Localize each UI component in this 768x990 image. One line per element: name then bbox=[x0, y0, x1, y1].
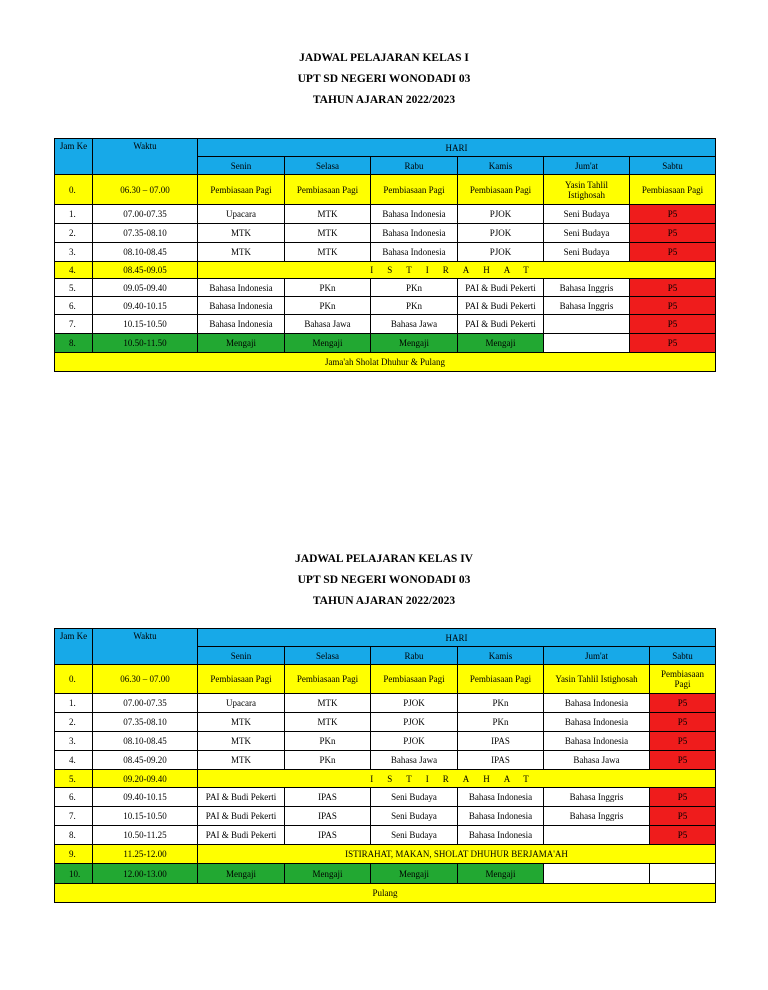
table-row bbox=[55, 243, 716, 262]
cell: Pembiasaan Pagi bbox=[650, 665, 716, 694]
row-number: 2. bbox=[55, 224, 93, 243]
cell-p5: P5 bbox=[650, 807, 716, 826]
cell: MTK bbox=[285, 243, 371, 262]
break-cell: ISTIRAHAT bbox=[198, 262, 716, 279]
header-day: Selasa bbox=[285, 157, 371, 175]
cell: Mengaji bbox=[285, 864, 371, 884]
cell: PAI & Budi Pekerti bbox=[458, 279, 544, 297]
cell: IPAS bbox=[285, 788, 371, 807]
header-day: Kamis bbox=[458, 157, 544, 175]
row-time: 06.30 – 07.00 bbox=[93, 175, 198, 205]
row-number: 0. bbox=[55, 175, 93, 205]
cell: Bahasa Inggris bbox=[544, 297, 630, 315]
table-row bbox=[55, 807, 716, 826]
cell-p5: P5 bbox=[630, 224, 716, 243]
table-row-break bbox=[55, 845, 716, 864]
cell: Yasin Tahlil Istighosah bbox=[544, 665, 650, 694]
header-jam-ke: Jam Ke bbox=[55, 629, 93, 665]
row-number: 1. bbox=[55, 205, 93, 224]
cell: MTK bbox=[285, 224, 371, 243]
cell: PAI & Budi Pekerti bbox=[458, 315, 544, 334]
cell-p5: P5 bbox=[650, 694, 716, 713]
cell: Bahasa Indonesia bbox=[458, 826, 544, 845]
row-time: 06.30 – 07.00 bbox=[93, 665, 198, 694]
row-number: 6. bbox=[55, 297, 93, 315]
cell: Yasin Tahlil Istighosah bbox=[544, 175, 630, 205]
cell: IPAS bbox=[285, 826, 371, 845]
row-number: 3. bbox=[55, 243, 93, 262]
cell-p5: P5 bbox=[650, 751, 716, 770]
cell: MTK bbox=[285, 713, 371, 732]
cell: Mengaji bbox=[198, 864, 285, 884]
cell: Bahasa Indonesia bbox=[544, 713, 650, 732]
cell: PJOK bbox=[371, 713, 458, 732]
row-number: 4. bbox=[55, 751, 93, 770]
table-row bbox=[55, 751, 716, 770]
header-day: Sabtu bbox=[650, 647, 716, 665]
row-time: 08.45-09.20 bbox=[93, 751, 198, 770]
cell-p5: P5 bbox=[650, 713, 716, 732]
cell: Bahasa Inggris bbox=[544, 807, 650, 826]
row-number: 10. bbox=[55, 864, 93, 884]
cell-p5: P5 bbox=[650, 732, 716, 751]
cell: MTK bbox=[198, 713, 285, 732]
row-time: 09.20-09.40 bbox=[93, 770, 198, 788]
cell: Mengaji bbox=[371, 864, 458, 884]
cell: Pembiasaan Pagi bbox=[371, 175, 458, 205]
cell-p5: P5 bbox=[630, 334, 716, 353]
cell: Bahasa Jawa bbox=[285, 315, 371, 334]
cell: Pembiasaan Pagi bbox=[458, 175, 544, 205]
cell bbox=[544, 826, 650, 845]
row-number: 5. bbox=[55, 770, 93, 788]
table-row bbox=[55, 175, 716, 205]
cell: Pembiasaan Pagi bbox=[630, 175, 716, 205]
table-row bbox=[55, 279, 716, 297]
cell: Bahasa Indonesia bbox=[371, 224, 458, 243]
cell: Bahasa Indonesia bbox=[198, 297, 285, 315]
header-day: Kamis bbox=[458, 647, 544, 665]
table2-year: TAHUN AJARAN 2022/2023 bbox=[312, 595, 456, 607]
cell: PKn bbox=[285, 732, 371, 751]
footer-cell: Pulang bbox=[55, 884, 716, 903]
cell: Bahasa Indonesia bbox=[371, 205, 458, 224]
header-hari: HARI bbox=[198, 139, 716, 157]
cell: IPAS bbox=[285, 807, 371, 826]
row-time: 10.50-11.25 bbox=[93, 826, 198, 845]
row-time: 10.50-11.50 bbox=[93, 334, 198, 353]
cell: Pembiasaan Pagi bbox=[198, 175, 285, 205]
cell-p5: P5 bbox=[650, 788, 716, 807]
row-time: 10.15-10.50 bbox=[93, 315, 198, 334]
table-footer-row bbox=[55, 353, 716, 372]
cell: PKn bbox=[285, 279, 371, 297]
cell: Bahasa Inggris bbox=[544, 788, 650, 807]
header-day: Rabu bbox=[371, 647, 458, 665]
cell: Seni Budaya bbox=[544, 243, 630, 262]
cell: Mengaji bbox=[285, 334, 371, 353]
schedule-table-kelas-4 bbox=[54, 628, 716, 903]
cell-p5: P5 bbox=[650, 826, 716, 845]
header-day: Selasa bbox=[285, 647, 371, 665]
cell: PJOK bbox=[371, 732, 458, 751]
cell: Bahasa Indonesia bbox=[198, 279, 285, 297]
cell: Seni Budaya bbox=[371, 826, 458, 845]
cell: PKn bbox=[371, 297, 458, 315]
row-time: 11.25-12.00 bbox=[93, 845, 198, 864]
table1-school: UPT SD NEGERI WONODADI 03 bbox=[297, 73, 471, 85]
cell: PAI & Budi Pekerti bbox=[198, 807, 285, 826]
table-row bbox=[55, 788, 716, 807]
cell: PKn bbox=[458, 694, 544, 713]
cell: Bahasa Jawa bbox=[371, 315, 458, 334]
cell: Bahasa Indonesia bbox=[198, 315, 285, 334]
table-row-break bbox=[55, 262, 716, 279]
cell: Seni Budaya bbox=[371, 788, 458, 807]
row-number: 2. bbox=[55, 713, 93, 732]
cell: Bahasa Jawa bbox=[544, 751, 650, 770]
row-time: 08.10-08.45 bbox=[93, 243, 198, 262]
cell: IPAS bbox=[458, 732, 544, 751]
table-row bbox=[55, 315, 716, 334]
cell: PJOK bbox=[458, 243, 544, 262]
cell: MTK bbox=[198, 751, 285, 770]
header-day: Jum'at bbox=[544, 157, 630, 175]
row-number: 9. bbox=[55, 845, 93, 864]
table2-title: JADWAL PELAJARAN KELAS IV bbox=[295, 553, 473, 565]
table1-title: JADWAL PELAJARAN KELAS I bbox=[299, 52, 469, 64]
header-jam-ke: Jam Ke bbox=[55, 139, 93, 175]
table-row bbox=[55, 205, 716, 224]
row-time: 08.10-08.45 bbox=[93, 732, 198, 751]
row-number: 8. bbox=[55, 334, 93, 353]
cell: MTK bbox=[198, 243, 285, 262]
header-waktu: Waktu bbox=[93, 139, 198, 175]
cell: MTK bbox=[285, 694, 371, 713]
table-footer-row bbox=[55, 884, 716, 903]
header-day: Jum'at bbox=[544, 647, 650, 665]
cell-p5: P5 bbox=[630, 315, 716, 334]
row-time: 08.45-09.05 bbox=[93, 262, 198, 279]
cell: MTK bbox=[285, 205, 371, 224]
row-number: 6. bbox=[55, 788, 93, 807]
row-time: 07.00-07.35 bbox=[93, 694, 198, 713]
table-row bbox=[55, 665, 716, 694]
cell-p5: P5 bbox=[630, 205, 716, 224]
cell: PAI & Budi Pekerti bbox=[198, 788, 285, 807]
cell: Bahasa Indonesia bbox=[458, 807, 544, 826]
table-row bbox=[55, 224, 716, 243]
cell: IPAS bbox=[458, 751, 544, 770]
row-time: 07.00-07.35 bbox=[93, 205, 198, 224]
row-number: 5. bbox=[55, 279, 93, 297]
cell: Bahasa Inggris bbox=[544, 279, 630, 297]
header-hari: HARI bbox=[198, 629, 716, 647]
table-row bbox=[55, 864, 716, 884]
row-time: 09.40-10.15 bbox=[93, 297, 198, 315]
cell-p5: P5 bbox=[630, 243, 716, 262]
cell: Pembiasaan Pagi bbox=[285, 175, 371, 205]
table1-year: TAHUN AJARAN 2022/2023 bbox=[312, 94, 456, 106]
cell: Pembiasaan Pagi bbox=[458, 665, 544, 694]
row-number: 0. bbox=[55, 665, 93, 694]
cell: Bahasa Indonesia bbox=[544, 694, 650, 713]
table2-title-block bbox=[0, 549, 768, 612]
break-cell: ISTIRAHAT bbox=[198, 770, 716, 788]
cell bbox=[650, 864, 716, 884]
table1-title-block bbox=[0, 48, 768, 111]
row-number: 4. bbox=[55, 262, 93, 279]
row-time: 07.35-08.10 bbox=[93, 224, 198, 243]
row-number: 7. bbox=[55, 807, 93, 826]
cell: Seni Budaya bbox=[371, 807, 458, 826]
row-number: 7. bbox=[55, 315, 93, 334]
break-cell: ISTIRAHAT, MAKAN, SHOLAT DHUHUR BERJAMA'AH bbox=[198, 845, 716, 864]
cell-p5: P5 bbox=[630, 297, 716, 315]
row-time: 10.15-10.50 bbox=[93, 807, 198, 826]
cell: Mengaji bbox=[198, 334, 285, 353]
cell: Bahasa Jawa bbox=[371, 751, 458, 770]
cell: Pembiasaan Pagi bbox=[198, 665, 285, 694]
cell: Seni Budaya bbox=[544, 205, 630, 224]
cell: PAI & Budi Pekerti bbox=[458, 297, 544, 315]
row-number: 3. bbox=[55, 732, 93, 751]
cell: Mengaji bbox=[458, 864, 544, 884]
row-time: 07.35-08.10 bbox=[93, 713, 198, 732]
table-row bbox=[55, 694, 716, 713]
row-time: 09.05-09.40 bbox=[93, 279, 198, 297]
cell-p5: P5 bbox=[630, 279, 716, 297]
cell bbox=[544, 334, 630, 353]
footer-cell: Jama'ah Sholat Dhuhur & Pulang bbox=[55, 353, 716, 372]
row-number: 8. bbox=[55, 826, 93, 845]
cell: PJOK bbox=[458, 224, 544, 243]
cell: Bahasa Indonesia bbox=[544, 732, 650, 751]
row-time: 09.40-10.15 bbox=[93, 788, 198, 807]
cell: PJOK bbox=[458, 205, 544, 224]
cell: Upacara bbox=[198, 205, 285, 224]
schedule-table-kelas-1 bbox=[54, 138, 716, 372]
row-time: 12.00-13.00 bbox=[93, 864, 198, 884]
cell: Bahasa Indonesia bbox=[371, 243, 458, 262]
table-row bbox=[55, 732, 716, 751]
cell: PKn bbox=[458, 713, 544, 732]
header-waktu: Waktu bbox=[93, 629, 198, 665]
cell: PAI & Budi Pekerti bbox=[198, 826, 285, 845]
header-day: Rabu bbox=[371, 157, 458, 175]
table-row bbox=[55, 713, 716, 732]
cell: PKn bbox=[285, 297, 371, 315]
row-number: 1. bbox=[55, 694, 93, 713]
table-row bbox=[55, 826, 716, 845]
cell bbox=[544, 315, 630, 334]
cell: Mengaji bbox=[371, 334, 458, 353]
cell: PJOK bbox=[371, 694, 458, 713]
cell: Pembiasaan Pagi bbox=[371, 665, 458, 694]
cell: Bahasa Indonesia bbox=[458, 788, 544, 807]
cell: PKn bbox=[285, 751, 371, 770]
header-day: Sabtu bbox=[630, 157, 716, 175]
table-row bbox=[55, 297, 716, 315]
cell: MTK bbox=[198, 224, 285, 243]
cell: Upacara bbox=[198, 694, 285, 713]
cell: Mengaji bbox=[458, 334, 544, 353]
table-row bbox=[55, 334, 716, 353]
table-row-break bbox=[55, 770, 716, 788]
cell: MTK bbox=[198, 732, 285, 751]
cell: Seni Budaya bbox=[544, 224, 630, 243]
cell bbox=[544, 864, 650, 884]
header-day: Senin bbox=[198, 647, 285, 665]
table2-school: UPT SD NEGERI WONODADI 03 bbox=[297, 574, 471, 586]
header-day: Senin bbox=[198, 157, 285, 175]
cell: Pembiasaan Pagi bbox=[285, 665, 371, 694]
cell: PKn bbox=[371, 279, 458, 297]
